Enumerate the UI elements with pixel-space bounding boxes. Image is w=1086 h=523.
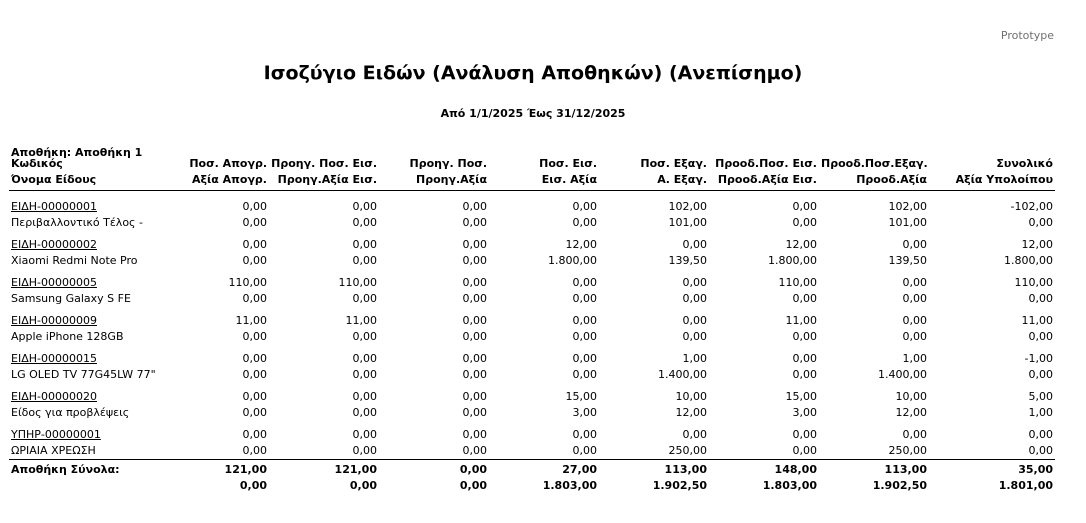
value-cell: 0,00 bbox=[462, 368, 487, 381]
total-qty-cell: 121,00 bbox=[269, 460, 379, 479]
value-cell: 101,00 bbox=[888, 216, 927, 229]
qty-cell: 0,00 bbox=[352, 390, 377, 403]
value-cell: 250,00 bbox=[888, 444, 927, 457]
total-qty-cell: 113,00 bbox=[599, 460, 709, 479]
value-cell: 101,00 bbox=[668, 216, 707, 229]
item-name-cell: ΩΡΙΑΙΑ ΧΡΕΩΣΗ bbox=[11, 444, 96, 457]
item-code-cell bbox=[9, 237, 164, 253]
value-cell: 12,00 bbox=[675, 406, 707, 419]
item-code-link[interactable]: ΕΙΔΗ-00000015 bbox=[11, 352, 97, 365]
value-cell: 0,00 bbox=[462, 216, 487, 229]
item-name-cell: Apple iPhone 128GB bbox=[11, 330, 124, 343]
prototype-label: Prototype bbox=[1000, 29, 1054, 42]
value-cell: 0,00 bbox=[792, 292, 817, 305]
qty-cell: 0,00 bbox=[682, 276, 707, 289]
item-value-row bbox=[9, 329, 1055, 345]
value-cell: 1.800,00 bbox=[548, 254, 597, 267]
value-cell: 0,00 bbox=[1028, 330, 1053, 343]
value-cell: 0,00 bbox=[792, 330, 817, 343]
qty-cell: 0,00 bbox=[902, 238, 927, 251]
qty-cell: 0,00 bbox=[572, 352, 597, 365]
value-cell: 0,00 bbox=[352, 406, 377, 419]
qty-cell: 0,00 bbox=[462, 238, 487, 251]
table-header bbox=[9, 156, 1055, 191]
report-period: Από 1/1/2025 Έως 31/12/2025 bbox=[440, 107, 626, 120]
qty-cell: 10,00 bbox=[895, 390, 927, 403]
item-value-row bbox=[9, 253, 1055, 269]
col-in-value-header: Εισ. Αξία bbox=[489, 172, 599, 191]
total-value-cell: 0,00 bbox=[459, 479, 487, 492]
qty-cell: 11,00 bbox=[785, 314, 817, 327]
value-cell: 0,00 bbox=[572, 444, 597, 457]
value-cell: 1,00 bbox=[1028, 406, 1053, 419]
qty-cell: 0,00 bbox=[572, 428, 597, 441]
col-in-qty-header: Ποσ. Εισ. bbox=[539, 157, 597, 170]
value-cell: 0,00 bbox=[792, 216, 817, 229]
qty-cell: 102,00 bbox=[888, 200, 927, 213]
item-name-cell: Είδος για προβλέψεις bbox=[11, 406, 130, 419]
qty-cell: 110,00 bbox=[1014, 276, 1053, 289]
value-cell: 0,00 bbox=[242, 292, 267, 305]
spacer-cell bbox=[9, 191, 1055, 200]
value-cell: 0,00 bbox=[902, 292, 927, 305]
value-cell: 1.800,00 bbox=[1004, 254, 1053, 267]
qty-cell: 12,00 bbox=[1021, 238, 1053, 251]
qty-cell: 0,00 bbox=[462, 314, 487, 327]
value-cell: 0,00 bbox=[352, 254, 377, 267]
item-qty-row bbox=[9, 199, 1055, 215]
item-code-link[interactable]: ΕΙΔΗ-00000005 bbox=[11, 276, 97, 289]
qty-cell: 0,00 bbox=[462, 200, 487, 213]
value-cell: 0,00 bbox=[352, 368, 377, 381]
item-qty-row bbox=[9, 427, 1055, 443]
qty-cell: 0,00 bbox=[792, 428, 817, 441]
qty-cell: 0,00 bbox=[242, 428, 267, 441]
value-cell: 0,00 bbox=[462, 330, 487, 343]
qty-cell: 11,00 bbox=[345, 314, 377, 327]
qty-cell: 0,00 bbox=[462, 276, 487, 289]
item-code-link[interactable]: ΕΙΔΗ-00000002 bbox=[11, 238, 97, 251]
value-cell: 0,00 bbox=[242, 444, 267, 457]
qty-cell: 0,00 bbox=[792, 352, 817, 365]
value-cell: 0,00 bbox=[352, 444, 377, 457]
item-code-cell bbox=[9, 389, 164, 405]
value-cell: 0,00 bbox=[792, 444, 817, 457]
value-cell: 0,00 bbox=[242, 216, 267, 229]
qty-cell: 12,00 bbox=[565, 238, 597, 251]
total-qty-cell: 121,00 bbox=[164, 460, 269, 479]
value-cell: 139,50 bbox=[888, 254, 927, 267]
col-inventory-value-header: Αξία Απογρ. bbox=[164, 172, 269, 191]
item-qty-row bbox=[9, 389, 1055, 405]
qty-cell: 0,00 bbox=[242, 390, 267, 403]
qty-cell: 110,00 bbox=[778, 276, 817, 289]
value-cell: 0,00 bbox=[682, 330, 707, 343]
item-qty-row bbox=[9, 351, 1055, 367]
qty-cell: 0,00 bbox=[902, 428, 927, 441]
value-cell: 0,00 bbox=[242, 368, 267, 381]
total-value-cell: 0,00 bbox=[349, 479, 377, 492]
item-name-cell: Περιβαλλοντικό Τέλος - bbox=[11, 216, 143, 229]
col-cum-out-value-header: Προοδ.Αξία bbox=[819, 172, 929, 191]
value-cell: 0,00 bbox=[462, 444, 487, 457]
qty-cell: 0,00 bbox=[352, 238, 377, 251]
qty-cell: 0,00 bbox=[902, 276, 927, 289]
qty-cell: 0,00 bbox=[352, 352, 377, 365]
qty-cell: 0,00 bbox=[902, 314, 927, 327]
qty-cell: 0,00 bbox=[792, 200, 817, 213]
item-value-row bbox=[9, 405, 1055, 421]
col-prev-qty-header: Προηγ. Ποσ. bbox=[409, 157, 487, 170]
totals-value-row bbox=[9, 478, 1055, 494]
warehouse-label: Αποθήκη: Αποθήκη 1 bbox=[11, 146, 143, 159]
item-code-link[interactable]: ΥΠΗΡ-00000001 bbox=[11, 428, 101, 441]
qty-cell: 1,00 bbox=[682, 352, 707, 365]
qty-cell: 0,00 bbox=[352, 428, 377, 441]
value-cell: 0,00 bbox=[242, 406, 267, 419]
qty-cell: 0,00 bbox=[242, 238, 267, 251]
totals-label: Αποθήκη Σύνολα: bbox=[9, 460, 164, 479]
item-code-link[interactable]: ΕΙΔΗ-00000009 bbox=[11, 314, 97, 327]
col-cum-in-qty-header: Προοδ.Ποσ. Εισ. bbox=[715, 157, 817, 170]
qty-cell: 0,00 bbox=[572, 314, 597, 327]
value-cell: 0,00 bbox=[1028, 216, 1053, 229]
item-value-row bbox=[9, 443, 1055, 460]
totals-label-empty bbox=[9, 478, 164, 494]
item-code-cell bbox=[9, 351, 164, 367]
value-cell: 1.400,00 bbox=[658, 368, 707, 381]
value-cell: 0,00 bbox=[352, 216, 377, 229]
qty-cell: 0,00 bbox=[352, 200, 377, 213]
qty-cell: 11,00 bbox=[235, 314, 267, 327]
total-value-cell: 0,00 bbox=[239, 479, 267, 492]
col-out-value-header: Α. Εξαγ. bbox=[599, 172, 709, 191]
value-cell: 1.400,00 bbox=[878, 368, 927, 381]
total-value-cell: 1.801,00 bbox=[998, 479, 1053, 492]
value-cell: 0,00 bbox=[1028, 368, 1053, 381]
col-balance-value-header: Αξία Υπολοίπου bbox=[929, 172, 1055, 191]
value-cell: 0,00 bbox=[572, 216, 597, 229]
item-code-link[interactable]: ΕΙΔΗ-00000001 bbox=[11, 200, 97, 213]
value-cell: 3,00 bbox=[792, 406, 817, 419]
value-cell: 1.800,00 bbox=[768, 254, 817, 267]
qty-cell: 0,00 bbox=[1028, 428, 1053, 441]
qty-cell: 5,00 bbox=[1028, 390, 1053, 403]
total-qty-cell: 113,00 bbox=[819, 460, 929, 479]
item-qty-row bbox=[9, 237, 1055, 253]
qty-cell: 0,00 bbox=[682, 314, 707, 327]
value-cell: 0,00 bbox=[1028, 292, 1053, 305]
value-cell: 0,00 bbox=[902, 330, 927, 343]
item-value-row bbox=[9, 215, 1055, 231]
qty-cell: 0,00 bbox=[682, 428, 707, 441]
col-total-header: Συνολικό bbox=[996, 157, 1053, 170]
total-qty-cell: 0,00 bbox=[379, 460, 489, 479]
value-cell: 0,00 bbox=[792, 368, 817, 381]
item-code-cell bbox=[9, 275, 164, 291]
col-code-header: Κωδικός bbox=[11, 157, 63, 170]
item-qty-row bbox=[9, 275, 1055, 291]
total-value-cell: 1.902,50 bbox=[872, 479, 927, 492]
col-prev-value-header: Προηγ.Αξία bbox=[379, 172, 489, 191]
item-name-cell: LG OLED TV 77G45LW 77" bbox=[11, 368, 156, 381]
qty-cell: 15,00 bbox=[565, 390, 597, 403]
qty-cell: 0,00 bbox=[682, 238, 707, 251]
item-qty-row bbox=[9, 313, 1055, 329]
col-prev-in-value-header: Προηγ.Αξία Εισ. bbox=[269, 172, 379, 191]
value-cell: 0,00 bbox=[352, 292, 377, 305]
value-cell: 0,00 bbox=[682, 292, 707, 305]
qty-cell: 12,00 bbox=[785, 238, 817, 251]
item-code-link[interactable]: ΕΙΔΗ-00000020 bbox=[11, 390, 97, 403]
value-cell: 250,00 bbox=[668, 444, 707, 457]
qty-cell: 15,00 bbox=[785, 390, 817, 403]
balance-table bbox=[9, 156, 1055, 494]
qty-cell: 1,00 bbox=[902, 352, 927, 365]
totals-qty-row bbox=[9, 460, 1055, 479]
item-code-cell bbox=[9, 427, 164, 443]
col-name-header: Όνομα Είδους bbox=[9, 172, 164, 191]
item-name-cell: Samsung Galaxy S FE bbox=[11, 292, 131, 305]
qty-cell: 0,00 bbox=[462, 390, 487, 403]
value-cell: 0,00 bbox=[572, 292, 597, 305]
total-value-cell: 1.902,50 bbox=[652, 479, 707, 492]
item-name-cell: Xiaomi Redmi Note Pro bbox=[11, 254, 138, 267]
value-cell: 0,00 bbox=[462, 254, 487, 267]
row-spacer bbox=[9, 191, 1055, 200]
report-title: Ισοζύγιο Ειδών (Ανάλυση Αποθηκών) (Ανεπίσημο) bbox=[263, 62, 803, 84]
qty-cell: 0,00 bbox=[572, 200, 597, 213]
qty-cell: 0,00 bbox=[462, 428, 487, 441]
item-value-row bbox=[9, 291, 1055, 307]
qty-cell: 110,00 bbox=[338, 276, 377, 289]
qty-cell: 0,00 bbox=[242, 200, 267, 213]
value-cell: 12,00 bbox=[895, 406, 927, 419]
value-cell: 0,00 bbox=[572, 368, 597, 381]
value-cell: 0,00 bbox=[462, 292, 487, 305]
total-qty-cell: 27,00 bbox=[489, 460, 599, 479]
value-cell: 0,00 bbox=[352, 330, 377, 343]
col-inventory-qty-header: Ποσ. Απογρ. bbox=[189, 157, 267, 170]
item-code-cell bbox=[9, 313, 164, 329]
total-value-cell: 1.803,00 bbox=[762, 479, 817, 492]
col-prev-in-qty-header: Προηγ. Ποσ. Εισ. bbox=[271, 157, 377, 170]
value-cell: 0,00 bbox=[1028, 444, 1053, 457]
col-cum-out-qty-header: Προοδ.Ποσ.Εξαγ. bbox=[821, 157, 928, 170]
value-cell: 3,00 bbox=[572, 406, 597, 419]
header-row-1 bbox=[9, 156, 1055, 172]
total-qty-cell: 148,00 bbox=[709, 460, 819, 479]
qty-cell: 0,00 bbox=[242, 352, 267, 365]
item-code-cell bbox=[9, 199, 164, 215]
value-cell: 0,00 bbox=[572, 330, 597, 343]
qty-cell: 0,00 bbox=[462, 352, 487, 365]
total-value-cell: 1.803,00 bbox=[542, 479, 597, 492]
qty-cell: -102,00 bbox=[1010, 200, 1053, 213]
item-value-row bbox=[9, 367, 1055, 383]
value-cell: 0,00 bbox=[242, 254, 267, 267]
qty-cell: 110,00 bbox=[228, 276, 267, 289]
total-qty-cell: 35,00 bbox=[929, 460, 1055, 479]
col-out-qty-header: Ποσ. Εξαγ. bbox=[640, 157, 707, 170]
value-cell: 139,50 bbox=[668, 254, 707, 267]
header-row-2 bbox=[9, 172, 1055, 191]
col-cum-in-value-header: Προοδ.Αξία Εισ. bbox=[709, 172, 819, 191]
value-cell: 0,00 bbox=[462, 406, 487, 419]
qty-cell: -1,00 bbox=[1024, 352, 1053, 365]
qty-cell: 11,00 bbox=[1021, 314, 1053, 327]
qty-cell: 102,00 bbox=[668, 200, 707, 213]
qty-cell: 10,00 bbox=[675, 390, 707, 403]
value-cell: 0,00 bbox=[242, 330, 267, 343]
qty-cell: 0,00 bbox=[572, 276, 597, 289]
table-body bbox=[9, 191, 1055, 495]
